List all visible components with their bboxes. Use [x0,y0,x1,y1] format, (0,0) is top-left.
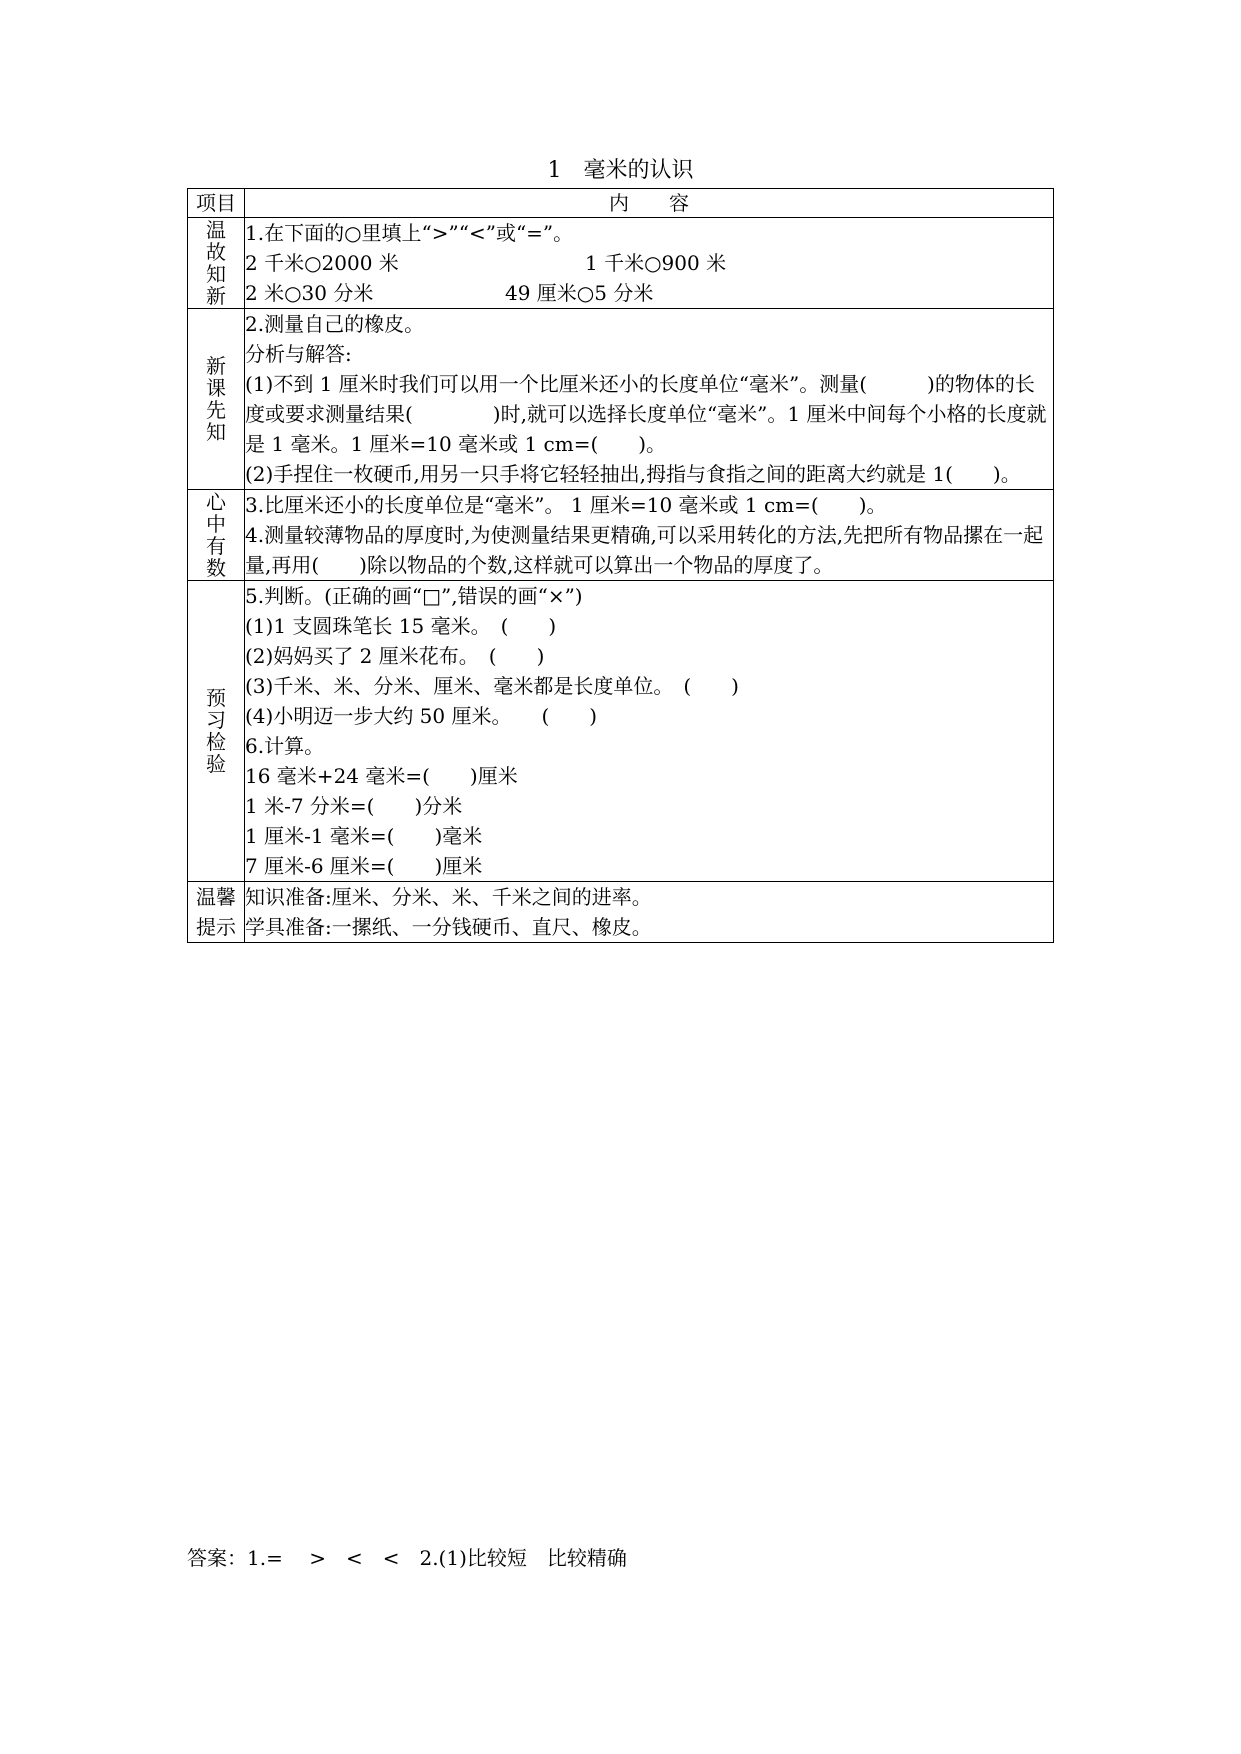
label-char: 知 [206,420,226,444]
lesson-title: 毫米的认识 [583,158,694,183]
label-char: 先 [206,398,226,422]
header-content: 内 容 [245,189,1054,218]
label-char: 新 [206,354,226,378]
judge-item-1: (1)1 支圆珠笔长 15 毫米。 ( ) [245,614,557,638]
question-5-prefix: 5.判断。(正确的画“ [245,584,423,608]
lesson-number: 1 [547,158,562,183]
question-2: 2.测量自己的橡皮。 [245,312,425,336]
question-4: 4.测量较薄物品的厚度时,为使测量结果更精确,可以采用转化的方法,先把所有物品摞在一起量,再用( )除以物品的个数,这样就可以算出一个物品的厚度了。 [245,523,1044,577]
compare-item: 49 厘米○5 分米 [505,281,654,305]
question-5 [245,581,1053,611]
compare-row [245,278,1053,308]
section-content-key-points [245,490,1054,581]
calc-item-2: 1 米-7 分米=( )分米 [245,794,463,818]
label-char: 新 [206,284,226,308]
section-label-new-lesson [188,309,245,490]
calc-item-3: 1 厘米-1 毫米=( )毫米 [245,824,483,848]
label-char: 中 [206,512,226,536]
question-1: 1.在下面的○里填上“>”“<”或“=”。 [245,221,574,245]
check-mark-symbol: □ [422,584,442,608]
question-3: 3.比厘米还小的长度单位是“毫米”。 1 厘米=10 毫米或 1 cm=( )。 [245,493,887,517]
header-item: 项目 [188,189,245,218]
section-content-preview-check [245,581,1054,882]
table-header-row [188,189,1054,218]
page-title [0,156,1241,186]
label-char: 课 [206,376,226,400]
section-content-new-lesson [245,309,1054,490]
judge-item-2: (2)妈妈买了 2 厘米花布。 ( ) [245,644,545,668]
label-char: 温馨 [196,885,236,909]
preview-table [187,188,1054,943]
judge-item-4: (4)小明迈一步大约 50 厘米。 ( ) [245,704,598,728]
compare-row [245,248,1053,278]
tip-tools: 学具准备:一摞纸、一分钱硬币、直尺、橡皮。 [245,915,652,939]
label-char: 预 [206,686,226,710]
section-label-preview-check [188,581,245,882]
label-char: 心 [206,490,226,514]
tip-knowledge: 知识准备:厘米、分米、米、千米之间的进率。 [245,885,652,909]
label-char: 验 [206,752,226,776]
calc-item-4: 7 厘米-6 厘米=( )厘米 [245,854,483,878]
question-5-suffix: ”,错误的画“×”) [441,584,583,608]
section-label-review [188,218,245,309]
label-char: 检 [206,730,226,754]
label-char: 故 [206,240,226,264]
section-key-points [188,490,1054,581]
label-char: 数 [206,556,226,580]
answer-key: 答案：1.= > < < 2.(1)比较短 比较精确 [187,1546,627,1570]
label-char: 提示 [196,915,236,939]
analysis-heading: 分析与解答: [245,342,352,366]
analysis-part-2: (2)手捏住一枚硬币,用另一只手将它轻轻抽出,拇指与食指之间的距离大约就是 1( )。 [245,462,1021,486]
analysis-part-1: (1)不到 1 厘米时我们可以用一个比厘米还小的长度单位“毫米”。测量( )的物体的长度或要求测量结果( )时,就可以选择长度单位“毫米”。1 厘米中间每个小格的长度就是 1 毫米。1 厘米=10 毫米或 1 cm=( )。 [245,372,1047,456]
section-review [188,218,1054,309]
section-label-key-points [188,490,245,581]
section-preview-check [188,581,1054,882]
compare-item: 2 千米○2000 米 [245,251,399,275]
label-char: 知 [206,262,226,286]
section-tips [188,882,1054,943]
label-char: 有 [206,534,226,558]
compare-item: 2 米○30 分米 [245,281,374,305]
judge-item-3: (3)千米、米、分米、厘米、毫米都是长度单位。 ( ) [245,674,739,698]
section-content-tips [245,882,1054,943]
calc-item-1: 16 毫米+24 毫米=( )厘米 [245,764,518,788]
question-6: 6.计算。 [245,734,325,758]
compare-item: 1 千米○900 米 [585,251,727,275]
section-content-review [245,218,1054,309]
label-char: 习 [206,708,226,732]
label-char: 温 [206,218,226,242]
section-label-tips [188,882,245,943]
section-new-lesson [188,309,1054,490]
